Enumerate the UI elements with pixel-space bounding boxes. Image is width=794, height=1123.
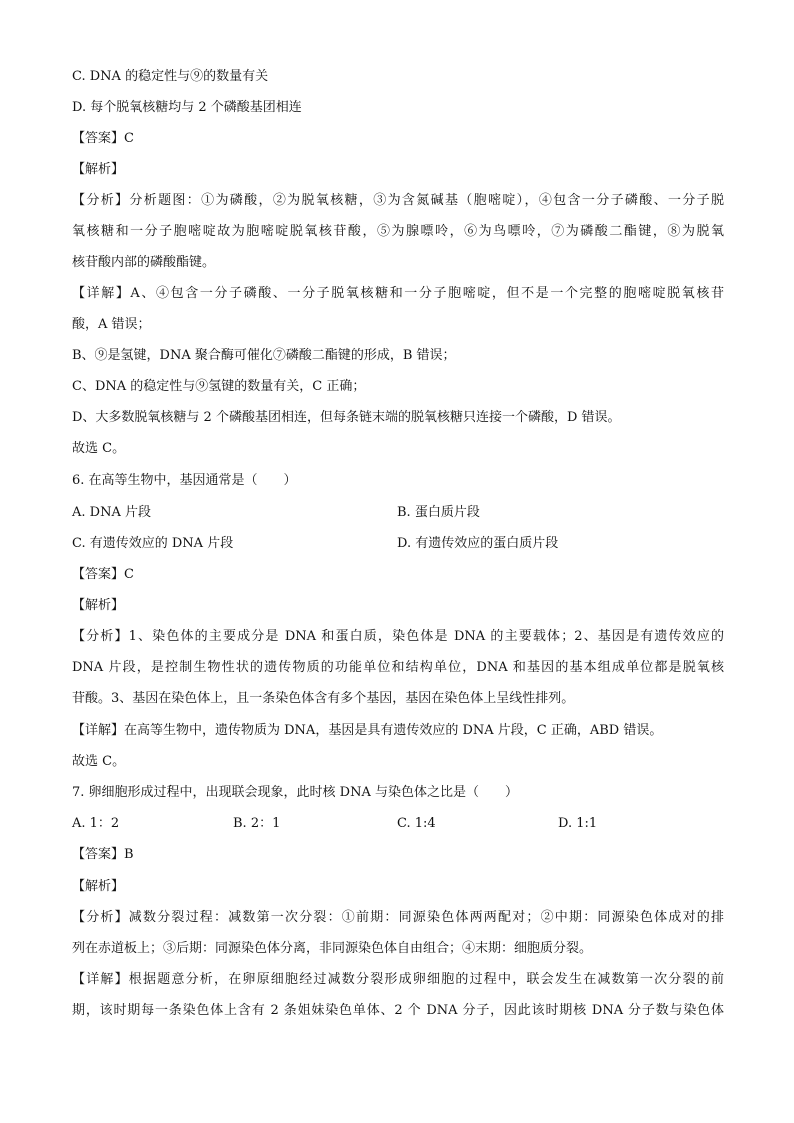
q7-option-a: A. 1：2 xyxy=(72,816,120,831)
q6-option-d: D. 有遗传效应的蛋白质片段 xyxy=(397,536,559,551)
q5-fenxi-line: 氧核糖和一分子胞嘧啶故为胞嘧啶脱氧核苷酸，⑤为腺嘌呤，⑥为鸟嘌呤，⑦为磷酸二酯键，⑧为脱氧 xyxy=(72,224,724,239)
q5-answer: 【答案】C xyxy=(72,131,134,146)
q7-xiangjie-line: 【详解】根据题意分析，在卵原细胞经过减数分裂形成卵细胞的过程中，联会发生在减数第一次分裂的前 xyxy=(72,972,724,987)
q6-option-b: B. 蛋白质片段 xyxy=(397,505,480,520)
q6-option-a: A. DNA 片段 xyxy=(72,505,151,520)
q6-xiangjie-line: 【详解】在高等生物中，遗传物质为 DNA，基因是具有遗传效应的 DNA 片段，C 正确，ABD 错误。 xyxy=(72,723,663,738)
q5-fenxi-line: 【分析】分析题图：①为磷酸，②为脱氧核糖，③为含氮碱基（胞嘧啶），④包含一分子磷酸、一分子脱 xyxy=(72,193,724,208)
q7-answer: 【答案】B xyxy=(72,847,134,862)
q7-option-d: D. 1:1 xyxy=(558,816,598,831)
q6-conclusion: 故选 C。 xyxy=(72,754,126,769)
q5-xiangjie-line: B、⑨是氢键，DNA 聚合酶可催化⑦磷酸二酯键的形成，B 错误； xyxy=(72,348,456,363)
q6-fenxi-line: DNA 片段，是控制生物性状的遗传物质的功能单位和结构单位，DNA 和基因的基本组成单位都是脱氧核 xyxy=(72,660,724,675)
q5-xiangjie-line: 酸，A 错误； xyxy=(72,317,151,332)
q5-xiangjie-line: D、大多数脱氧核糖与 2 个磷酸基团相连，但每条链末端的脱氧核糖只连接一个磷酸，D 错误。 xyxy=(72,410,621,425)
q5-xiangjie-line: 【详解】A、④包含一分子磷酸、一分子脱氧核糖和一分子胞嘧啶，但不是一个完整的胞嘧啶脱氧核苷 xyxy=(72,286,724,301)
q5-option-c: C. DNA 的稳定性与⑨的数量有关 xyxy=(72,69,269,84)
q7-xiangjie-line: 期，该时期每一条染色体上含有 2 条姐妹染色单体、2 个 DNA 分子，因此该时期核 DNA 分子数与染色体 xyxy=(72,1003,724,1018)
q5-fenxi-line: 核苷酸内部的磷酸酯键。 xyxy=(72,255,216,270)
q7-fenxi-line: 列在赤道板上；③后期：同源染色体分离，非同源染色体自由组合；④末期：细胞质分裂。 xyxy=(72,941,593,956)
q6-answer: 【答案】C xyxy=(72,567,134,582)
q6-fenxi-line: 【分析】1、染色体的主要成分是 DNA 和蛋白质，染色体是 DNA 的主要载体；2、基因是有遗传效应的 xyxy=(72,629,724,644)
q5-analysis-heading: 【解析】 xyxy=(72,162,125,177)
q7-option-c: C. 1:4 xyxy=(397,816,436,831)
q5-conclusion: 故选 C。 xyxy=(72,441,126,456)
q5-option-d: D. 每个脱氧核糖均与 2 个磷酸基团相连 xyxy=(72,100,302,115)
q5-xiangjie-line: C、DNA 的稳定性与⑨氢键的数量有关，C 正确； xyxy=(72,379,366,394)
q7-analysis-heading: 【解析】 xyxy=(72,879,125,894)
q7-fenxi-line: 【分析】减数分裂过程：减数第一次分裂：①前期：同源染色体两两配对；②中期：同源染色体成对的排 xyxy=(72,910,724,925)
q7-option-b: B. 2：1 xyxy=(233,816,281,831)
q6-option-c: C. 有遗传效应的 DNA 片段 xyxy=(72,536,234,551)
q6-analysis-heading: 【解析】 xyxy=(72,598,125,613)
q7-stem: 7. 卵细胞形成过程中，出现联会现象，此时核 DNA 与染色体之比是（ ） xyxy=(72,785,518,800)
q6-fenxi-line: 苷酸。3、基因在染色体上，且一条染色体含有多个基因，基因在染色体上呈线性排列。 xyxy=(72,691,575,706)
q6-stem: 6. 在高等生物中，基因通常是（ ） xyxy=(72,473,297,488)
